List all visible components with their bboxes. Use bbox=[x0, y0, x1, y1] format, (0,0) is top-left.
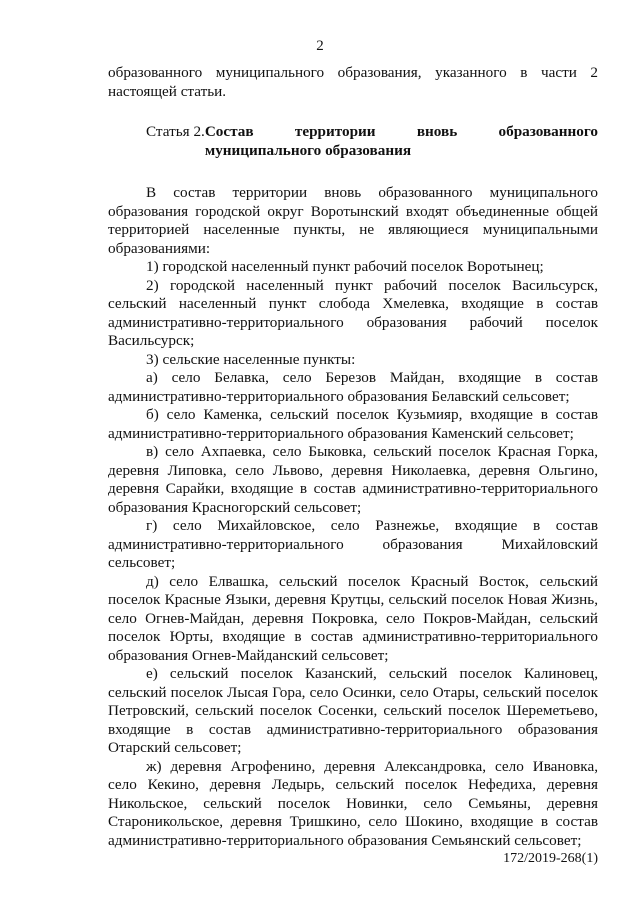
article-title bbox=[205, 123, 598, 160]
page-number: 2 bbox=[316, 38, 324, 54]
list-item-b: б) село Каменка, сельский поселок Кузьмияр, входящие в состав административно-территориального образования Каменский сельсовет; bbox=[108, 406, 598, 442]
article-title-line1: Состав территории вновь образованного bbox=[204, 123, 598, 140]
list-item-1: 1) городской населенный пункт рабочий поселок Воротынец; bbox=[146, 258, 544, 275]
list-item-d: д) село Елвашка, сельский поселок Красный Восток, сельский поселок Красные Языки, деревня Крутцы, сельский поселок Новая Жизнь, село Огнев-Майдан, деревня Покровка, село Покров-Майдан, сельский поселок Юрты, входящие в состав административно-территориального образования Огнев-Майданский сельсовет; bbox=[108, 572, 598, 664]
article-heading bbox=[108, 123, 598, 160]
list-item-3: 3) сельские населенные пункты: bbox=[146, 350, 356, 368]
document-number: 172/2019-268(1) bbox=[503, 851, 598, 866]
document-body bbox=[108, 64, 598, 850]
article-prefix: Статья 2. bbox=[146, 123, 205, 140]
paragraph-intro: В состав территории вновь образованного муниципального образования городской округ Воротынский входят объединенные общей территорией населенные пункты, не являющиеся муниципальными образованиями: bbox=[108, 184, 598, 257]
list-item-zh: ж) деревня Агрофенино, деревня Александровка, село Ивановка, село Кекино, деревня Ледырь, сельский поселок Нефедиха, деревня Никольское, сельский поселок Новинки, село Семьяны, деревня Староникольское, деревня Тришкино, село Шокино, входящие в состав административно-территориального образования Семьянский сельсовет; bbox=[108, 757, 598, 849]
list-item-2: 2) городской населенный пункт рабочий поселок Васильсурск, сельский населенный пункт слобода Хмелевка, входящие в состав административно-территориального образования рабочий поселок Васильсурск; bbox=[108, 276, 598, 349]
article-title-line2: муниципального образования bbox=[204, 141, 412, 159]
list-item-g: г) село Михайловское, село Разнежье, входящие в состав административно-территориального образования Михайловский сельсовет; bbox=[108, 517, 598, 571]
intro-continuation: образованного муниципального образования, указанного в части 2 настоящей статьи. bbox=[108, 64, 598, 100]
list-item-a: а) село Белавка, село Березов Майдан, входящие в состав административно-территориального образования Белавский сельсовет; bbox=[108, 369, 598, 405]
list-item-v: в) село Ахпаевка, село Быковка, сельский поселок Красная Горка, деревня Липовка, село Львово, деревня Николаевка, деревня Ольгино, деревня Сарайки, входящие в состав административно-территориального образования Красногорский сельсовет; bbox=[108, 443, 598, 516]
list-item-e: е) сельский поселок Казанский, сельский поселок Калиновец, сельский поселок Лысая Гора, село Осинки, село Отары, сельский поселок Петровский, сельский поселок Сосенки, сельский поселок Шереметьево, входящие в состав административно-территориального образования Отарский сельсовет; bbox=[108, 665, 598, 756]
